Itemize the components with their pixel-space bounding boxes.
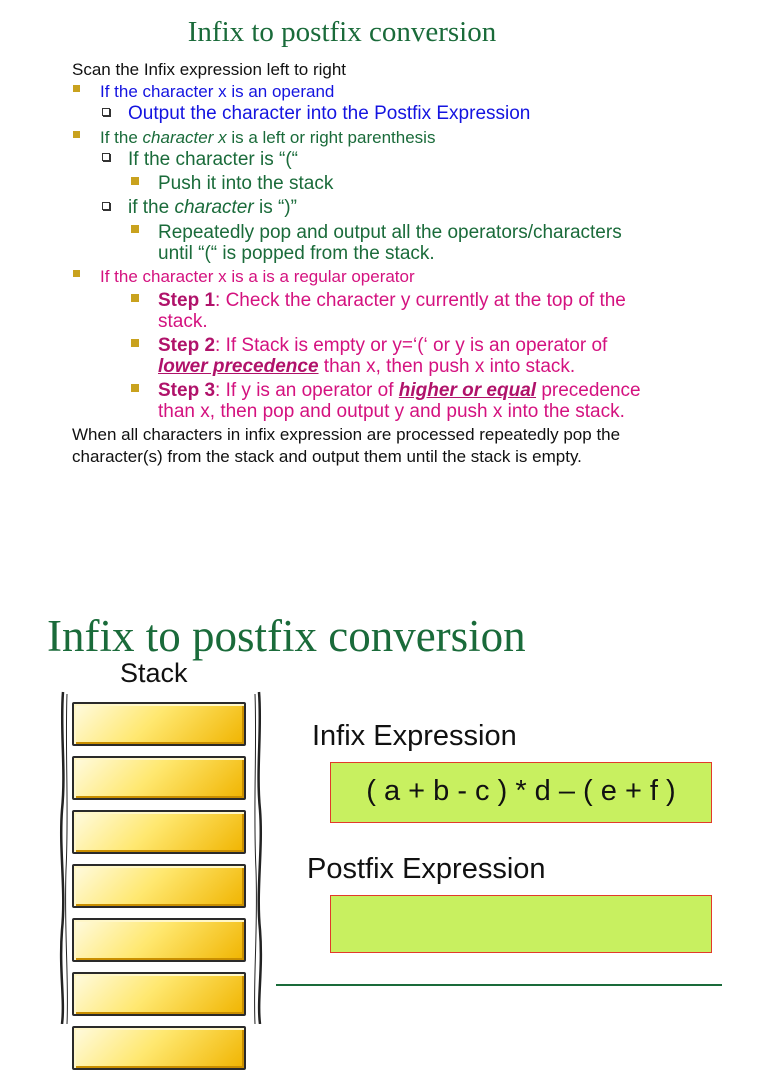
bullet-hollow-icon — [102, 153, 110, 161]
bullet-square-icon — [73, 270, 80, 277]
slide-rules — [0, 0, 768, 520]
stack-slot — [72, 864, 246, 908]
stack-label: Stack — [120, 658, 188, 688]
rule-parenthesis: If the character x is a left or right parenthesis — [100, 128, 436, 147]
infix-label: Infix Expression — [312, 720, 517, 752]
rule-operand-action: Output the character into the Postfix Expression — [128, 103, 531, 124]
stack-slot — [72, 972, 246, 1016]
slide-example — [0, 590, 768, 1024]
postfix-expression-box — [330, 895, 712, 953]
step-3: Step 3: If y is an operator of higher or equal precedence than x, then pop and output y and push x into the stack. — [158, 380, 641, 422]
stack — [56, 690, 266, 1024]
stack-slot — [72, 1026, 246, 1070]
bullet-square-icon — [131, 177, 139, 185]
bullet-square-icon — [131, 294, 139, 302]
infix-expression-box — [330, 762, 712, 823]
divider-line — [276, 984, 722, 986]
slide-title: Infix to postfix conversion — [47, 611, 526, 661]
infix-expression: ( a + b - c ) * d – ( e + f ) — [366, 775, 676, 807]
outro-text: When all characters in infix expression are processed repeatedly pop the character(s) from the stack and output them until the stack is empty. — [72, 425, 621, 466]
bullet-square-icon — [73, 85, 80, 92]
slide-title: Infix to postfix conversion — [187, 16, 497, 48]
stack-slot — [72, 756, 246, 800]
stack-slot — [72, 702, 246, 746]
bullet-square-icon — [73, 131, 80, 138]
rule-right-paren-action: Repeatedly pop and output all the operators/characters until “(“ is popped from the stack. — [158, 222, 622, 264]
rule-operand: If the character x is an operand — [100, 82, 335, 101]
rule-left-paren: If the character is “(“ — [128, 149, 298, 170]
rule-operator: If the character x is a is a regular operator — [100, 267, 415, 286]
stack-slot — [72, 810, 246, 854]
rule-left-paren-action: Push it into the stack — [158, 173, 334, 194]
postfix-label: Postfix Expression — [307, 853, 546, 885]
bullet-square-icon — [131, 339, 139, 347]
step-1: Step 1: Check the character y currently at the top of the stack. — [158, 290, 626, 332]
stack-slot — [72, 918, 246, 962]
rule-right-paren: if the character is “)” — [128, 197, 297, 218]
intro-text: Scan the Infix expression left to right — [72, 60, 347, 79]
step-2: Step 2: If Stack is empty or y=‘(‘ or y is an operator of lower precedence than x, then push x into stack. — [158, 335, 608, 377]
bullet-hollow-icon — [102, 108, 110, 116]
bullet-square-icon — [131, 384, 139, 392]
bullet-square-icon — [131, 225, 139, 233]
bullet-hollow-icon — [102, 202, 110, 210]
